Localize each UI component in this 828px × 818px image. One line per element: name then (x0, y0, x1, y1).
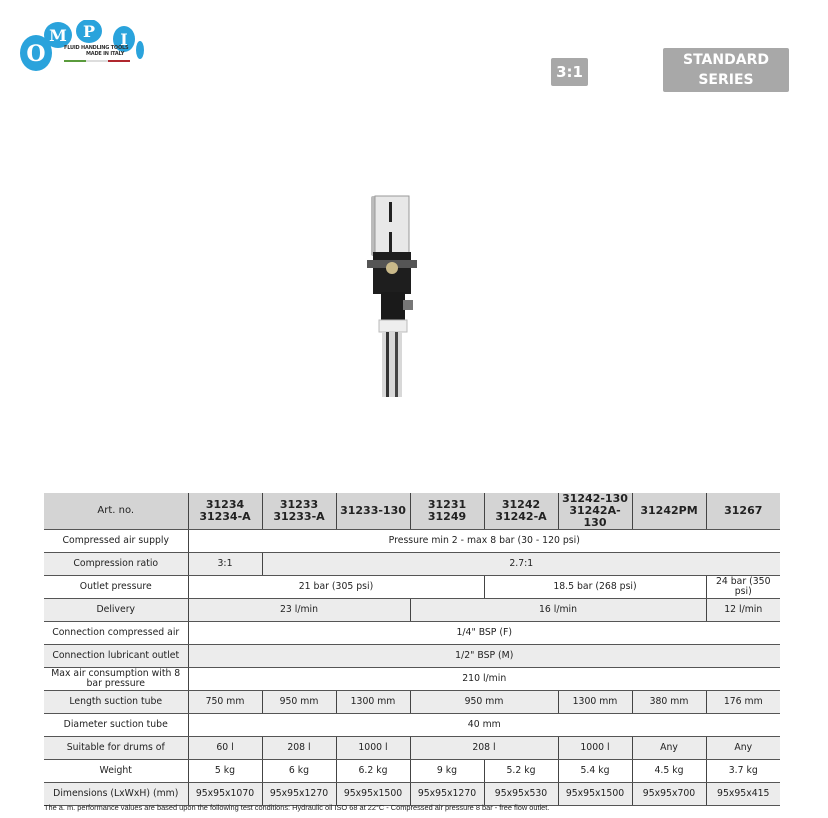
logo-tagline: FLUID HANDLING TOOLS (64, 45, 129, 51)
ratio-badge: 3:1 (551, 58, 588, 86)
table-cell: 95x95x1500 (558, 783, 632, 806)
logo-tagline-made-in: MADE IN ITALY (86, 51, 125, 57)
table-cell: 1300 mm (336, 691, 410, 714)
table-cell: Any (632, 737, 706, 760)
art-no-line: 31242 (501, 498, 541, 511)
table-cell: 380 mm (632, 691, 706, 714)
table-cell: 5.2 kg (484, 760, 558, 783)
table-row (44, 576, 780, 599)
table-cell: 750 mm (188, 691, 262, 714)
table-row (44, 622, 780, 645)
table-cell: 24 bar (350 psi) (706, 576, 780, 599)
row-label: Length suction tube (44, 691, 188, 714)
header-art-no (188, 493, 262, 530)
row-label: Delivery (44, 599, 188, 622)
footnote: The a. m. performance values are based upon the following test conditions: Hydraulic oil ISO 68 at 22°C - Compressed air pressure 8 bar - free flow outlet. (44, 803, 550, 812)
svg-text:O: O (26, 41, 46, 67)
svg-text:M: M (49, 26, 67, 45)
series-badge (663, 48, 789, 92)
row-label: Weight (44, 760, 188, 783)
table-row (44, 530, 780, 553)
table-row (44, 737, 780, 760)
table-row (44, 714, 780, 737)
table-cell: Pressure min 2 - max 8 bar (30 - 120 psi) (188, 530, 780, 553)
table-cell: Any (706, 737, 780, 760)
series-line-1: STANDARD (683, 52, 769, 68)
table-cell: 95x95x415 (706, 783, 780, 806)
table-cell: 95x95x530 (484, 783, 558, 806)
header-art-no (558, 493, 632, 530)
row-label: Compression ratio (44, 553, 188, 576)
table-cell: 9 kg (410, 760, 484, 783)
table-header-row (44, 493, 780, 530)
specs-table (44, 493, 780, 806)
header-label: Art. no. (44, 493, 188, 530)
art-no-line: 31249 (427, 510, 467, 523)
table-cell: 208 l (262, 737, 336, 760)
table-cell: 12 l/min (706, 599, 780, 622)
table-cell: 176 mm (706, 691, 780, 714)
art-no-line: 31234 (205, 498, 245, 511)
table-cell: 40 mm (188, 714, 780, 737)
art-no-line: 31233 (279, 498, 319, 511)
table-row (44, 553, 780, 576)
art-no-line: 31267 (724, 504, 763, 517)
table-cell: 23 l/min (188, 599, 410, 622)
table-cell: 95x95x1070 (188, 783, 262, 806)
row-label: Outlet pressure (44, 576, 188, 599)
row-label: Suitable for drums of (44, 737, 188, 760)
table-cell: 210 l/min (188, 668, 780, 691)
art-no-line: 31242-A (495, 510, 547, 523)
table-cell: 21 bar (305 psi) (188, 576, 484, 599)
table-cell: 95x95x1270 (410, 783, 484, 806)
table-cell: 950 mm (410, 691, 558, 714)
table-cell: 1000 l (336, 737, 410, 760)
art-no-line: 31233-130 (340, 504, 406, 517)
row-label: Connection lubricant outlet (44, 645, 188, 668)
row-label: Max air consumption with 8 bar pressure (44, 668, 188, 691)
art-no-line: 31234-A (199, 510, 251, 523)
svg-text:I: I (120, 30, 128, 49)
header-art-no (410, 493, 484, 530)
table-cell: 3:1 (188, 553, 262, 576)
table-cell: 60 l (188, 737, 262, 760)
table-cell: 18.5 bar (268 psi) (484, 576, 706, 599)
header-art-no (262, 493, 336, 530)
table-row (44, 668, 780, 691)
table-cell: 1000 l (558, 737, 632, 760)
art-no-line: 31242PM (640, 504, 698, 517)
table-cell: 16 l/min (410, 599, 706, 622)
table-cell: 208 l (410, 737, 558, 760)
art-no-line: 31233-A (273, 510, 325, 523)
svg-text:P: P (82, 22, 96, 41)
table-cell: 95x95x1500 (336, 783, 410, 806)
table-cell: 1/2" BSP (M) (188, 645, 780, 668)
ompi-logo (14, 20, 154, 80)
row-label: Dimensions (LxWxH) (mm) (44, 783, 188, 806)
table-cell: 5 kg (188, 760, 262, 783)
pump-image (355, 192, 435, 402)
table-cell: 5.4 kg (558, 760, 632, 783)
table-cell: 95x95x1270 (262, 783, 336, 806)
row-label: Diameter suction tube (44, 714, 188, 737)
table-cell: 6 kg (262, 760, 336, 783)
table-cell: 2.7:1 (262, 553, 780, 576)
table-row (44, 691, 780, 714)
row-label: Compressed air supply (44, 530, 188, 553)
table-row (44, 645, 780, 668)
header-art-no (336, 493, 410, 530)
row-label: Connection compressed air (44, 622, 188, 645)
header-art-no (706, 493, 780, 530)
series-line-2: SERIES (698, 72, 754, 88)
table-cell: 3.7 kg (706, 760, 780, 783)
header-art-no (632, 493, 706, 530)
table-cell: 1300 mm (558, 691, 632, 714)
table-cell: 1/4" BSP (F) (188, 622, 780, 645)
art-no-line: 31231 (427, 498, 467, 511)
table-cell: 6.2 kg (336, 760, 410, 783)
table-row (44, 760, 780, 783)
art-no-line: 31242A-130 (569, 504, 621, 529)
table-cell: 4.5 kg (632, 760, 706, 783)
art-no-line: 31242-130 (562, 492, 628, 505)
table-cell: 950 mm (262, 691, 336, 714)
table-cell: 95x95x700 (632, 783, 706, 806)
header-art-no (484, 493, 558, 530)
table-row (44, 599, 780, 622)
